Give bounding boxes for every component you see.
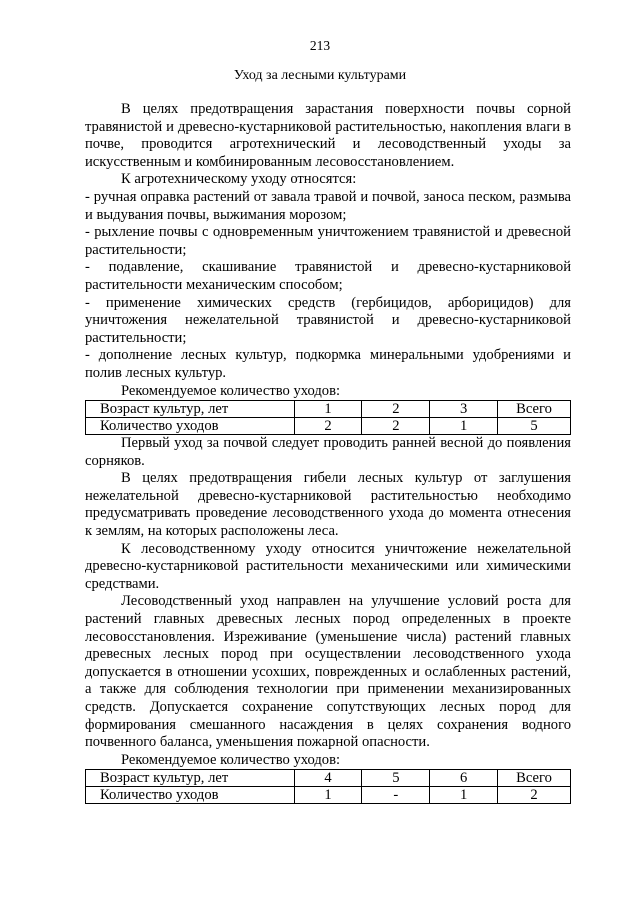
list-item: - ручная оправка растений от завала травой и почвой, заноса песком, размыва и выдувания почвы, выжимания морозом; [85, 188, 571, 223]
paragraph-first-care: Первый уход за почвой следует проводить ранней весной до появления сорняков. [85, 435, 571, 469]
table-cell: - [362, 787, 430, 804]
table-cell: 1 [294, 401, 362, 418]
paragraph-silvicultural: К лесоводственному уходу относится уничтожение нежелательной древесно-кустарниковой растительности механическими или химическими средствами. [85, 540, 571, 592]
recommended-count-label: Рекомендуемое количество уходов: [121, 382, 341, 399]
table-row [86, 787, 571, 804]
table-cell: 2 [498, 787, 571, 804]
list-item: - рыхление почвы с одновременным уничтожением травянистой и древесной растительности; [85, 224, 571, 258]
document-body [85, 101, 571, 804]
paragraph-intro: В целях предотвращения зарастания поверхности почвы сорной травянистой и древесно-кустарниковой растительностью, накопления влаги в почве, проводится агротехнический и лесоводственный уходы за искусственным и комбинированным лесовосстановлением. [85, 101, 571, 170]
table-cell: 4 [294, 770, 362, 787]
page-number: 213 [309, 38, 331, 53]
table-row [86, 418, 571, 435]
table-cell: 5 [362, 770, 430, 787]
list-item: - дополнение лесных культур, подкормка минеральными удобрениями и полив лесных культур. [85, 347, 571, 381]
table-cell: 2 [362, 418, 430, 435]
section-title: Уход за лесными культурами [233, 68, 407, 83]
paragraph-agrotech-heading: К агротехническому уходу относятся: [121, 171, 357, 188]
recommended-count-label: Рекомендуемое количество уходов: [121, 751, 341, 768]
table-cell: 2 [362, 401, 430, 418]
care-count-table-2 [85, 769, 571, 804]
paragraph-silvicultural-details: Лесоводственный уход направлен на улучшение условий роста для растений главных древесных лесных пород определенных в проекте лесовосстановления. Изреживание (уменьшение числа) растений главных древесных лесных пород при осуществлении лесоводственного ухода допускается в отношении усохших, поврежденных и ослабленных растений, а также для соблюдения технологии при применении механизированных средств. Допускается сохранение сопутствующих лесных пород для формирования смешанного насаждения в целях сохранения водного почвенного баланса, уменьшения пожарной опасности. [85, 593, 571, 751]
table-cell: 1 [430, 418, 498, 435]
table-cell: Возраст культур, лет [86, 770, 295, 787]
table-row [86, 401, 571, 418]
paragraph-prevention: В целях предотвращения гибели лесных культур от заглушения нежелательной древесно-кустарниковой растительностью необходимо предусматривать проведение лесоводственного ухода до момента отнесения к землям, на которых расположены леса. [85, 470, 571, 540]
table-cell: Возраст культур, лет [86, 401, 295, 418]
care-count-table-1 [85, 400, 571, 435]
list-item: - применение химических средств (гербицидов, арборицидов) для уничтожения нежелательной травянистой и древесно-кустарниковой растительности; [85, 294, 571, 346]
table-cell: Количество уходов [86, 418, 295, 435]
table-cell: 5 [498, 418, 571, 435]
table-cell: 3 [430, 401, 498, 418]
table-row [86, 770, 571, 787]
table-cell: 2 [294, 418, 362, 435]
table-cell: 6 [430, 770, 498, 787]
table-cell: Всего [498, 401, 571, 418]
table-cell: Всего [498, 770, 571, 787]
list-item: - подавление, скашивание травянистой и древесно-кустарниковой растительности механическим способом; [85, 259, 571, 293]
table-cell: 1 [430, 787, 498, 804]
table-cell: 1 [294, 787, 362, 804]
table-cell: Количество уходов [86, 787, 295, 804]
